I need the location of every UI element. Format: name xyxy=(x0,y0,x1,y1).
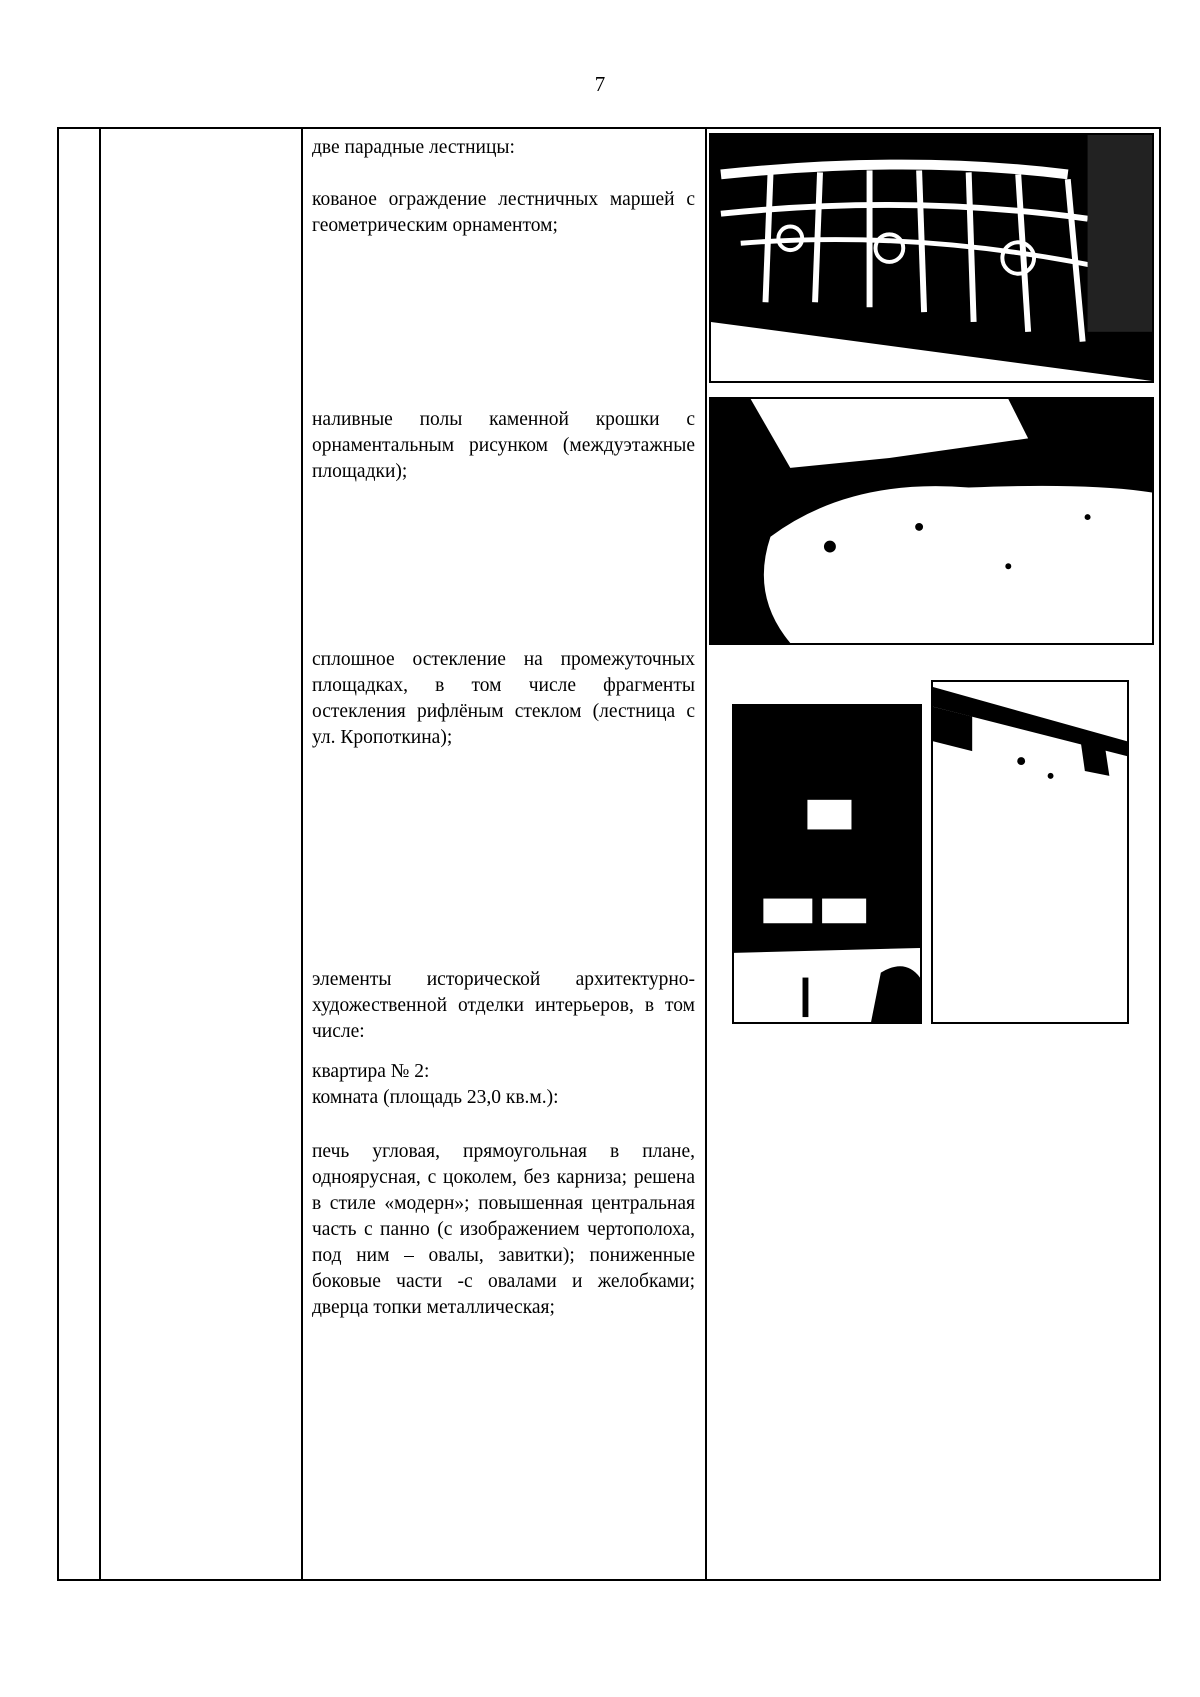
paragraph-line: элементы исторической архитектурно-художественной отделки интерьеров, в том числе: xyxy=(312,969,695,1042)
heritage-table xyxy=(57,127,1161,1581)
paragraph-line: две парадные лестницы: xyxy=(312,137,515,158)
paragraph-line: наливные полы каменной крошки с орнаментальным рисунком (междуэтажные площадки); xyxy=(312,409,695,482)
paragraph-glazing xyxy=(312,647,695,751)
paragraph-apartment xyxy=(312,1059,695,1111)
paragraph-interior-elements xyxy=(312,967,695,1045)
floor-photo xyxy=(709,397,1154,645)
railing-photo xyxy=(709,133,1154,383)
glazing-photo-left xyxy=(732,704,922,1024)
paragraph-stove xyxy=(312,1139,695,1321)
paragraph-line: квартира № 2: xyxy=(312,1061,430,1082)
paragraph-line: кованое ограждение лестничных маршей с геометрическим орнаментом; xyxy=(312,189,695,236)
paragraph-railing xyxy=(312,187,695,239)
column-divider-1 xyxy=(99,129,101,1579)
paragraph-floors xyxy=(312,407,695,485)
column-divider-2 xyxy=(301,129,303,1579)
paragraph-line: комната (площадь 23,0 кв.м.): xyxy=(312,1087,559,1108)
glazing-photo-right xyxy=(931,680,1129,1024)
page-number: 7 xyxy=(594,72,606,96)
paragraph-staircases xyxy=(312,135,695,161)
paragraph-line: печь угловая, прямоугольная в плане, одноярусная, с цоколем, без карниза; решена в стиле «модерн»; повышенная центральная часть с панно (с изображением чертополоха, под ним – овалы, завитки); пониженные боковые части -с овалами и желобками; дверца топки металлическая; xyxy=(312,1141,695,1318)
paragraph-line: сплошное остекление на промежуточных площадках, в том числе фрагменты остекления рифлёным стеклом (лестница с ул. Кропоткина); xyxy=(312,649,695,748)
column-divider-3 xyxy=(705,129,707,1579)
